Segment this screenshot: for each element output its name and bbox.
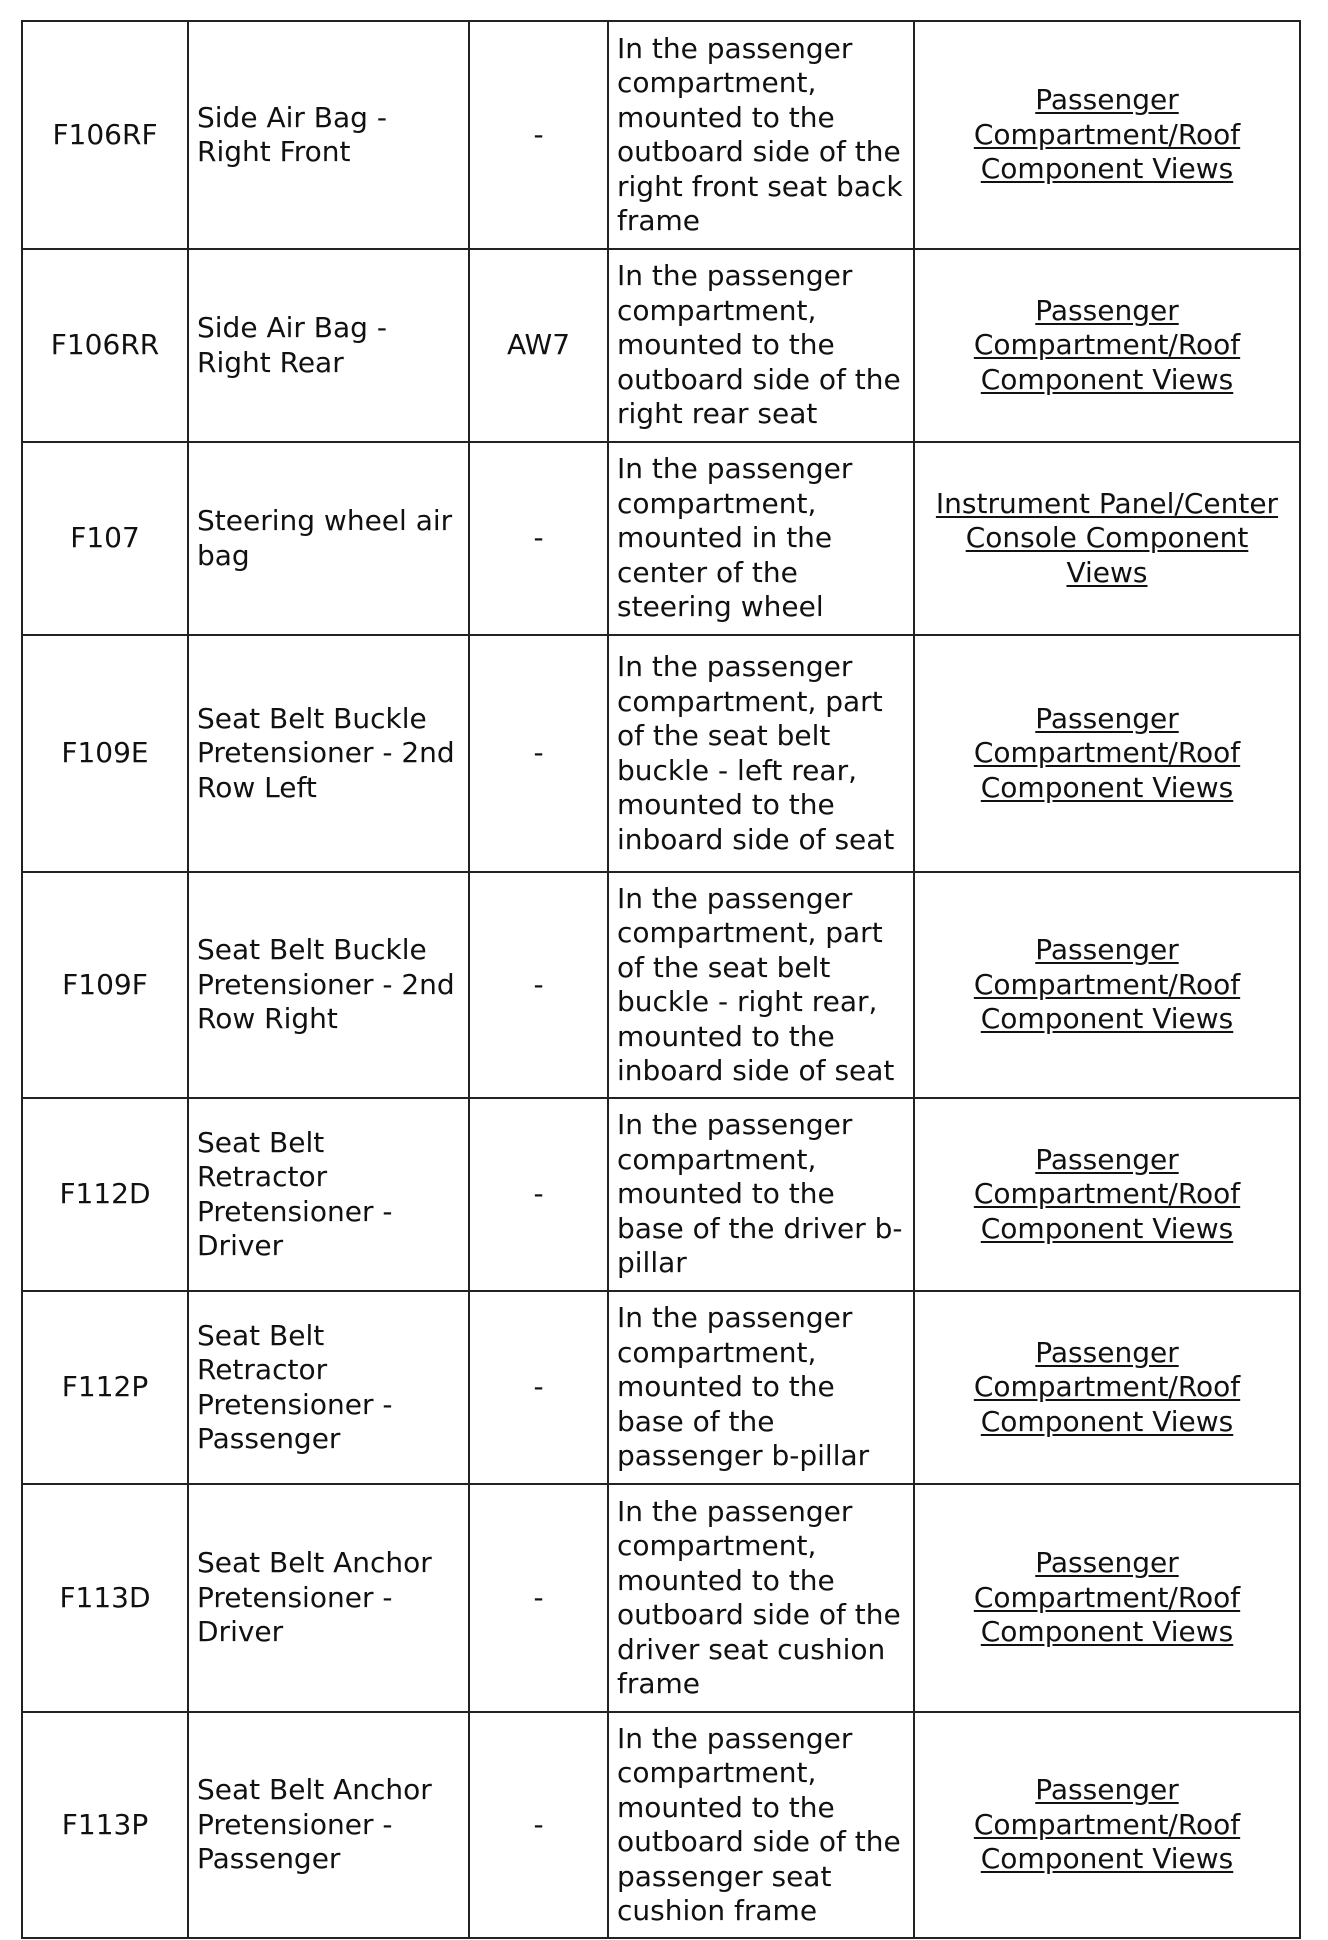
view-cell bbox=[914, 442, 1300, 635]
component-views-link[interactable]: Passenger Compartment/Roof Component Views bbox=[973, 1335, 1241, 1438]
table-row bbox=[22, 442, 1300, 635]
component-code: F109E bbox=[22, 635, 188, 872]
component-views-link[interactable]: Passenger Compartment/Roof Component Views bbox=[973, 1773, 1241, 1876]
connector-id: - bbox=[469, 635, 608, 872]
table-row bbox=[22, 1291, 1300, 1484]
component-location-table bbox=[21, 20, 1301, 1939]
component-views-link[interactable]: Passenger Compartment/Roof Component Views bbox=[973, 83, 1241, 186]
component-location: In the passenger compartment, mounted to the outboard side of the passenger seat cushion frame bbox=[608, 1712, 914, 1938]
component-location: In the passenger compartment, part of the seat belt buckle - right rear, mounted to the inboard side of seat bbox=[608, 872, 914, 1098]
component-views-link[interactable]: Passenger Compartment/Roof Component Views bbox=[973, 933, 1241, 1036]
view-cell bbox=[914, 21, 1300, 249]
component-location: In the passenger compartment, mounted to the outboard side of the right rear seat bbox=[608, 249, 914, 442]
table-row bbox=[22, 1712, 1300, 1938]
connector-id: - bbox=[469, 442, 608, 635]
component-location: In the passenger compartment, mounted to the base of the driver b-pillar bbox=[608, 1098, 914, 1291]
component-location: In the passenger compartment, part of the seat belt buckle - left rear, mounted to the inboard side of seat bbox=[608, 635, 914, 872]
table-row bbox=[22, 635, 1300, 872]
connector-id: - bbox=[469, 1291, 608, 1484]
view-cell bbox=[914, 1712, 1300, 1938]
table-row bbox=[22, 872, 1300, 1098]
component-views-link[interactable]: Passenger Compartment/Roof Component Views bbox=[973, 701, 1241, 804]
connector-id: - bbox=[469, 872, 608, 1098]
view-cell bbox=[914, 635, 1300, 872]
component-views-link[interactable]: Passenger Compartment/Roof Component Views bbox=[973, 1142, 1241, 1245]
view-cell bbox=[914, 249, 1300, 442]
table-row bbox=[22, 1098, 1300, 1291]
component-location: In the passenger compartment, mounted to the outboard side of the right front seat back frame bbox=[608, 21, 914, 249]
component-views-link[interactable]: Passenger Compartment/Roof Component Views bbox=[973, 1546, 1241, 1649]
component-location: In the passenger compartment, mounted in the center of the steering wheel bbox=[608, 442, 914, 635]
component-description: Seat Belt Buckle Pretensioner - 2nd Row Right bbox=[188, 872, 469, 1098]
component-code: F106RR bbox=[22, 249, 188, 442]
component-description: Seat Belt Retractor Pretensioner - Driver bbox=[188, 1098, 469, 1291]
component-code: F109F bbox=[22, 872, 188, 1098]
view-cell bbox=[914, 1484, 1300, 1712]
component-description: Seat Belt Retractor Pretensioner - Passenger bbox=[188, 1291, 469, 1484]
component-location: In the passenger compartment, mounted to the base of the passenger b-pillar bbox=[608, 1291, 914, 1484]
component-location: In the passenger compartment, mounted to the outboard side of the driver seat cushion frame bbox=[608, 1484, 914, 1712]
component-views-link[interactable]: Instrument Panel/Center Console Component Views bbox=[935, 486, 1279, 589]
connector-id: - bbox=[469, 21, 608, 249]
table-row bbox=[22, 1484, 1300, 1712]
component-description: Side Air Bag - Right Rear bbox=[188, 249, 469, 442]
component-code: F107 bbox=[22, 442, 188, 635]
connector-id: - bbox=[469, 1098, 608, 1291]
connector-id: AW7 bbox=[469, 249, 608, 442]
component-code: F113D bbox=[22, 1484, 188, 1712]
view-cell bbox=[914, 1098, 1300, 1291]
component-description: Seat Belt Anchor Pretensioner - Passenger bbox=[188, 1712, 469, 1938]
table-row bbox=[22, 249, 1300, 442]
component-views-link[interactable]: Passenger Compartment/Roof Component Views bbox=[973, 293, 1241, 396]
view-cell bbox=[914, 872, 1300, 1098]
component-description: Side Air Bag - Right Front bbox=[188, 21, 469, 249]
component-code: F106RF bbox=[22, 21, 188, 249]
connector-id: - bbox=[469, 1484, 608, 1712]
component-code: F113P bbox=[22, 1712, 188, 1938]
table-row bbox=[22, 21, 1300, 249]
connector-id: - bbox=[469, 1712, 608, 1938]
component-description: Seat Belt Anchor Pretensioner - Driver bbox=[188, 1484, 469, 1712]
component-code: F112D bbox=[22, 1098, 188, 1291]
view-cell bbox=[914, 1291, 1300, 1484]
component-description: Seat Belt Buckle Pretensioner - 2nd Row Left bbox=[188, 635, 469, 872]
component-description: Steering wheel air bag bbox=[188, 442, 469, 635]
component-code: F112P bbox=[22, 1291, 188, 1484]
